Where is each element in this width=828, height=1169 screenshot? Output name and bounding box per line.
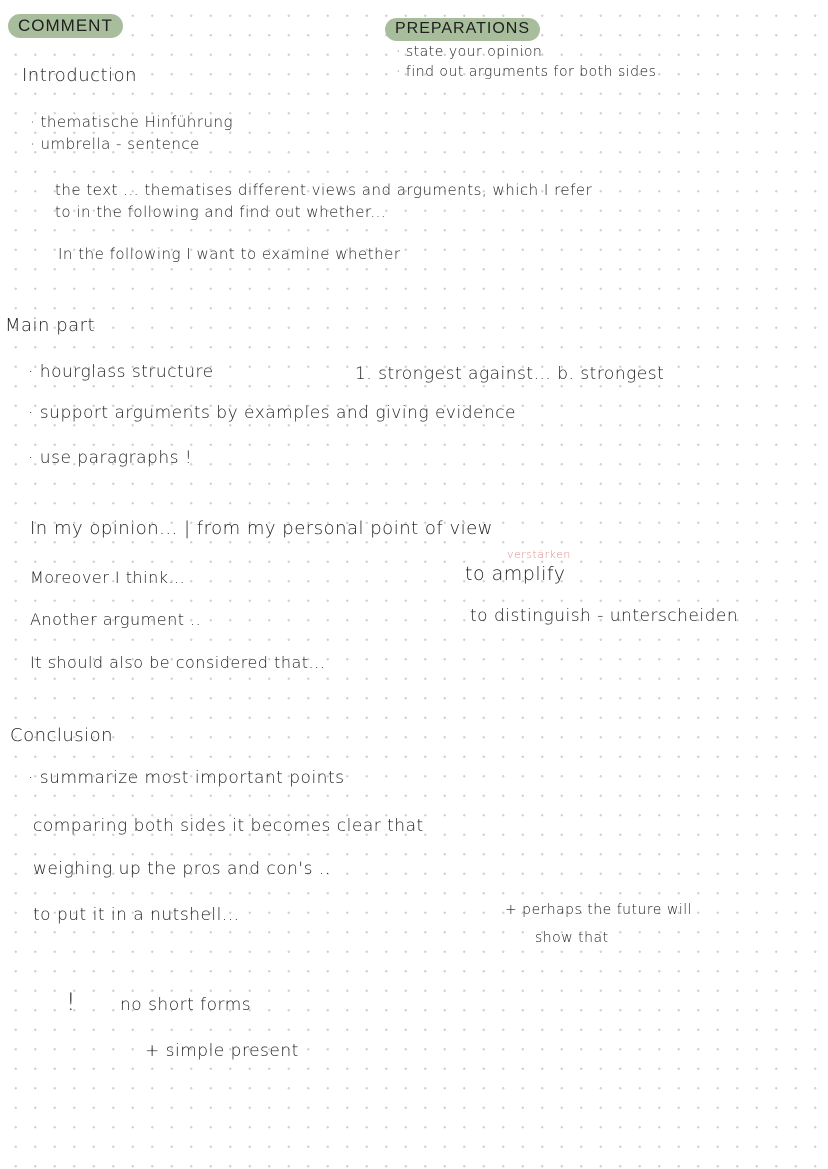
intro-text-line-2: to in the following and find out whether... xyxy=(55,203,387,221)
phrase-considered: It should also be considered that... xyxy=(30,653,326,672)
main-part-heading: Main part xyxy=(5,315,96,336)
exclamation-mark: ! xyxy=(66,988,77,1016)
main-bullet-2: · support arguments by examples and giving evidence xyxy=(28,403,517,423)
preparations-item-2: · find out arguments for both sides xyxy=(396,64,657,80)
phrase-moreover: Moreover I think... xyxy=(30,568,186,587)
phrase-opinion: In my opinion... | from my personal point of view xyxy=(30,518,493,539)
preparations-title: PREPARATIONS xyxy=(385,18,540,41)
phrase-distinguish: to distinguish - unterscheiden xyxy=(470,606,739,626)
conclusion-line-2: comparing both sides it becomes clear that xyxy=(33,816,424,836)
phrase-amplify: to amplify xyxy=(465,563,566,585)
conclusion-line-3: weighing up the pros and con's .. xyxy=(33,859,331,879)
preparations-item-1: · state your opinion xyxy=(396,44,543,60)
red-note-verstaerken: verstärken xyxy=(507,548,571,561)
intro-bullet-1: · thematische Hinführung xyxy=(30,113,234,131)
conclusion-side-line-2: show that xyxy=(535,930,609,946)
conclusion-heading: Conclusion xyxy=(10,725,114,746)
intro-text-line-3: In the following I want to examine whether xyxy=(58,245,401,263)
phrase-another-argument: Another argument .. xyxy=(30,610,202,629)
intro-text-line-1: the text ... thematises different views and arguments, which I refer xyxy=(55,181,593,199)
introduction-heading: Introduction xyxy=(22,65,138,86)
conclusion-side-line-1: + perhaps the future will xyxy=(505,902,692,918)
main-bullet-3: · use paragraphs ! xyxy=(28,448,193,468)
footer-note-short-forms: no short forms xyxy=(120,995,252,1015)
conclusion-line-4: to put it in a nutshell... xyxy=(33,905,240,925)
conclusion-bullet-1: · summarize most important points xyxy=(28,768,345,788)
footer-note-simple-present: + simple present xyxy=(145,1041,299,1061)
intro-bullet-2: · umbrella - sentence xyxy=(30,135,200,153)
main-bullet-1: · hourglass structure xyxy=(28,362,214,382)
main-structure-note: 1. strongest against... b. strongest xyxy=(355,364,665,384)
comment-title: COMMENT xyxy=(8,14,123,38)
